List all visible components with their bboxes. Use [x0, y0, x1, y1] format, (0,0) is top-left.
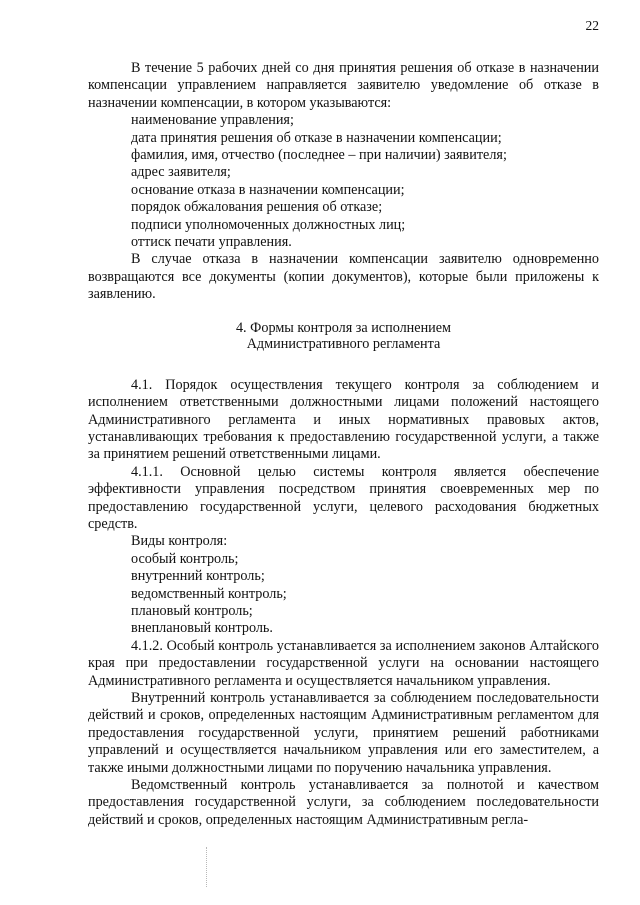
list-item: подписи уполномоченных должностных лиц;	[131, 216, 406, 233]
list-item: фамилия, имя, отчество (последнее – при наличии) заявителя;	[131, 147, 507, 164]
paragraph-4-1-1: 4.1.1. Основной целью системы контроля является обеспечение эффективности управления посредством принятия своевременных мер по предоставлению государственной услуги, целевого расходования бюджетных средств.	[88, 463, 599, 532]
refusal-notice-items	[88, 112, 599, 251]
list-item: оттиск печати управления.	[131, 234, 292, 251]
internal-control-paragraph: Внутренний контроль устанавливается за соблюдением последовательности действий и сроков, определенных настоящим Административным регламентом для предоставления государственной услуги, принятием решений работниками управлений и осуществляется начальником управления или его заместителем, а также иными должностными лицами по поручению начальника управления.	[88, 690, 599, 776]
list-item: порядок обжалования решения об отказе;	[131, 199, 383, 216]
departmental-control-paragraph: Ведомственный контроль устанавливается за полнотой и качеством предоставления государственной услуги, за соблюдением последовательности действий и сроков, определенных настоящим Административным регла-	[88, 777, 599, 828]
list-item: особый контроль;	[131, 550, 239, 567]
paragraph-4-1: 4.1. Порядок осуществления текущего контроля за соблюдением и исполнением ответственными должностными лицами положений настоящего Административного регламента и иных нормативных правовых актов, устанавливающих требования к предоставлению государственной услуги, а также за принятием решений ответственными лицами.	[88, 376, 599, 463]
document-body	[88, 60, 599, 829]
list-item: внутренний контроль;	[131, 568, 265, 585]
section-4-title-line-1: 4. Формы контроля за исполнением	[235, 319, 452, 336]
page-number: 22	[585, 18, 599, 33]
list-item: адрес заявителя;	[131, 164, 231, 181]
list-item: наименование управления;	[131, 112, 294, 129]
list-item: дата принятия решения об отказе в назначении компенсации;	[131, 129, 502, 146]
list-item: ведомственный контроль;	[131, 585, 287, 602]
scan-fold-mark	[206, 847, 207, 887]
refusal-notice-intro: В течение 5 рабочих дней со дня принятия решения об отказе в назначении компенсации управлением направляется заявителю уведомление об отказе в назначении компенсации, в котором указываются:	[88, 60, 599, 111]
paragraph-4-1-2: 4.1.2. Особый контроль устанавливается за исполнением законов Алтайского края при предоставлении государственной услуги на основании настоящего Административного регламента и осуществляется начальником управления.	[88, 637, 599, 689]
list-item: плановый контроль;	[131, 602, 253, 619]
section-4-heading	[88, 320, 599, 353]
control-types-label: Виды контроля:	[131, 533, 228, 550]
section-4-title-line-2: Административного регламента	[246, 336, 441, 353]
control-types-list	[88, 533, 599, 637]
documents-returned-paragraph: В случае отказа в назначении компенсации заявителю одновременно возвращаются все документы (копии документов), которые были приложены к заявлению.	[88, 251, 599, 303]
list-item: внеплановый контроль.	[131, 620, 273, 637]
list-item: основание отказа в назначении компенсации;	[131, 181, 405, 198]
